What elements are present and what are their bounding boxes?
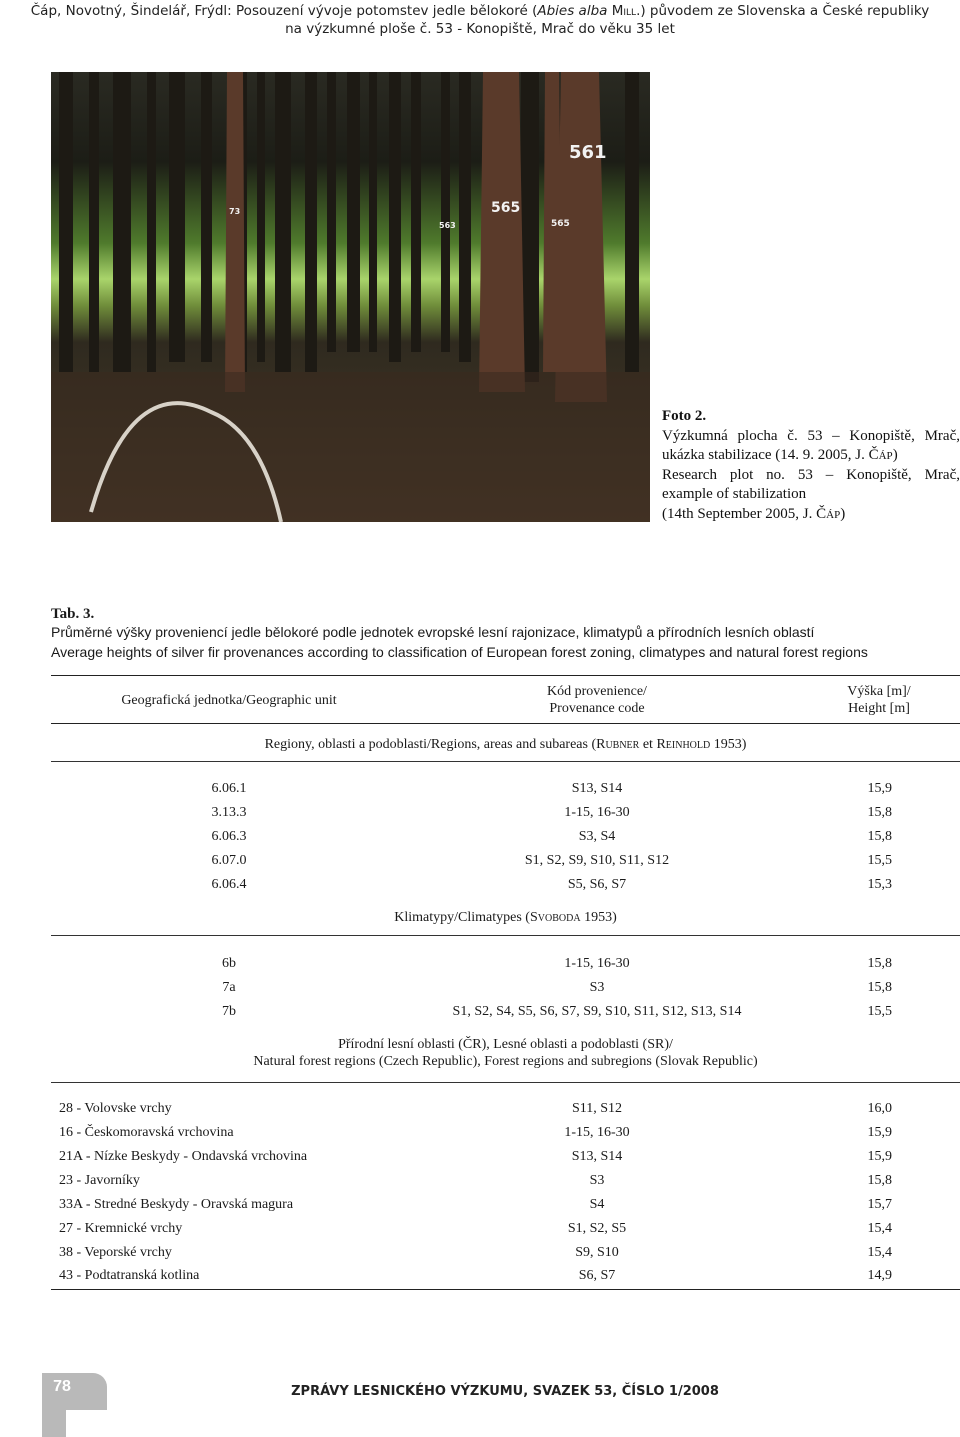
forest-photo-drawing [51, 72, 650, 522]
forest-photo [51, 72, 650, 522]
section-rule [51, 761, 960, 762]
table-header-rule [51, 723, 960, 724]
table-title-cz: Průměrné výšky proveniencí jedle bělokoré podle jednotek evropské lesní rajonizace, klimatypů a přírodních lesních oblastí [51, 624, 815, 640]
table-title-en: Average heights of silver fir provenances according to classification of European forest zoning, climatypes and natural forest regions [51, 644, 868, 660]
table-row: 16 - Českomoravská vrchovina 1-15, 16-30 15,9 [59, 1125, 892, 1140]
species-name: Abies alba [537, 3, 608, 19]
table-row: 43 - Podtatranská kotlina S6, S7 14,9 [59, 1268, 892, 1283]
section-head-regions: Regiony, oblasti a podoblasti/Regions, areas and subareas (Rubner et Reinhold 1953) [264, 737, 747, 752]
caption-en-line2: example of stabilization [662, 486, 807, 503]
table-row: 3.13.3 1-15, 16-30 15,8 [211, 805, 892, 820]
table-row: 6.06.1 S13, S14 15,9 [211, 781, 892, 796]
table-row: 6.06.4 S5, S6, S7 15,3 [211, 877, 892, 892]
table-row: 23 - Javorníky S3 15,8 [59, 1173, 892, 1188]
section-head-forest-regions: Přírodní lesní oblasti (ČR), Lesné oblasti a podoblasti (SR)/ Natural forest regions (Czech Republic), Forest regions and subregions (Slovak Republic) [253, 1037, 758, 1069]
table-bottom-rule [51, 1289, 960, 1290]
section-rule [51, 935, 960, 936]
section-rule [51, 1082, 960, 1083]
caption-en-line3: (14th September 2005, J. Čáp) [662, 505, 846, 522]
table-row: 6.07.0 S1, S2, S9, S10, S11, S12 15,5 [211, 853, 892, 868]
tree-label: 565 [551, 219, 570, 229]
table-row: 6b 1-15, 16-30 15,8 [222, 956, 892, 971]
tree-label: 73 [229, 207, 241, 216]
running-head-line1: Čáp, Novotný, Šindelář, Frýdl: Posouzení vývoje potomstev jedle bělokoré (Abies alba Mill.) původem ze Slovenska a České republiky [30, 3, 930, 19]
caption-title: Foto 2. [662, 408, 707, 424]
journal-footer: ZPRÁVY LESNICKÉHO VÝZKUMU, SVAZEK 53, ČÍSLO 1/2008 [291, 1384, 719, 1399]
caption-author: Čáp [868, 447, 893, 464]
column-header-unit: Geografická jednotka/Geographic unit [121, 693, 337, 708]
table-row: 27 - Kremnické vrchy S1, S2, S5 15,4 [59, 1221, 892, 1236]
caption-cz-line1: Výzkumná plocha č. 53 – Konopiště, Mrač, [662, 427, 960, 444]
tree-label: 563 [439, 221, 456, 230]
column-header-code: Kód provenience/ Provenance code [547, 684, 647, 716]
table-row: 7b S1, S2, S4, S5, S6, S7, S9, S10, S11, S12, S13, S14 15,5 [222, 1004, 892, 1019]
page-number-tab-tail [42, 1400, 66, 1437]
species-author: Mill. [611, 3, 641, 19]
table-row: 6.06.3 S3, S4 15,8 [211, 829, 892, 844]
table-row: 33A - Stredné Beskydy - Oravská magura S4 15,7 [59, 1197, 892, 1212]
running-head [0, 2, 960, 38]
page-number: 78 [53, 1378, 71, 1395]
caption-cz-line2: ukázka stabilizace (14. 9. 2005, J. Čáp) [662, 447, 898, 464]
tree-label: 561 [569, 142, 607, 163]
column-header-height: Výška [m]/ Height [m] [847, 684, 911, 716]
table-row: 7a S3 15,8 [222, 980, 892, 995]
table-top-rule [51, 675, 960, 676]
caption-en-line1: Research plot no. 53 – Konopiště, Mrač, [662, 466, 960, 483]
section-head-climatypes: Klimatypy/Climatypes (Svoboda 1953) [394, 910, 617, 925]
table-row: 38 - Veporské vrchy S9, S10 15,4 [59, 1245, 892, 1260]
caption-author: Čáp [816, 505, 841, 522]
photo-caption [662, 407, 960, 525]
running-head-line2: na výzkumné ploše č. 53 - Konopiště, Mrač do věku 35 let [285, 21, 675, 37]
table-row: 28 - Volovske vrchy S11, S12 16,0 [59, 1101, 892, 1116]
table-row: 21A - Nízke Beskydy - Ondavská vrchovina S13, S14 15,9 [59, 1149, 892, 1164]
tree-label: 565 [491, 200, 521, 216]
table-label: Tab. 3. [51, 606, 95, 622]
